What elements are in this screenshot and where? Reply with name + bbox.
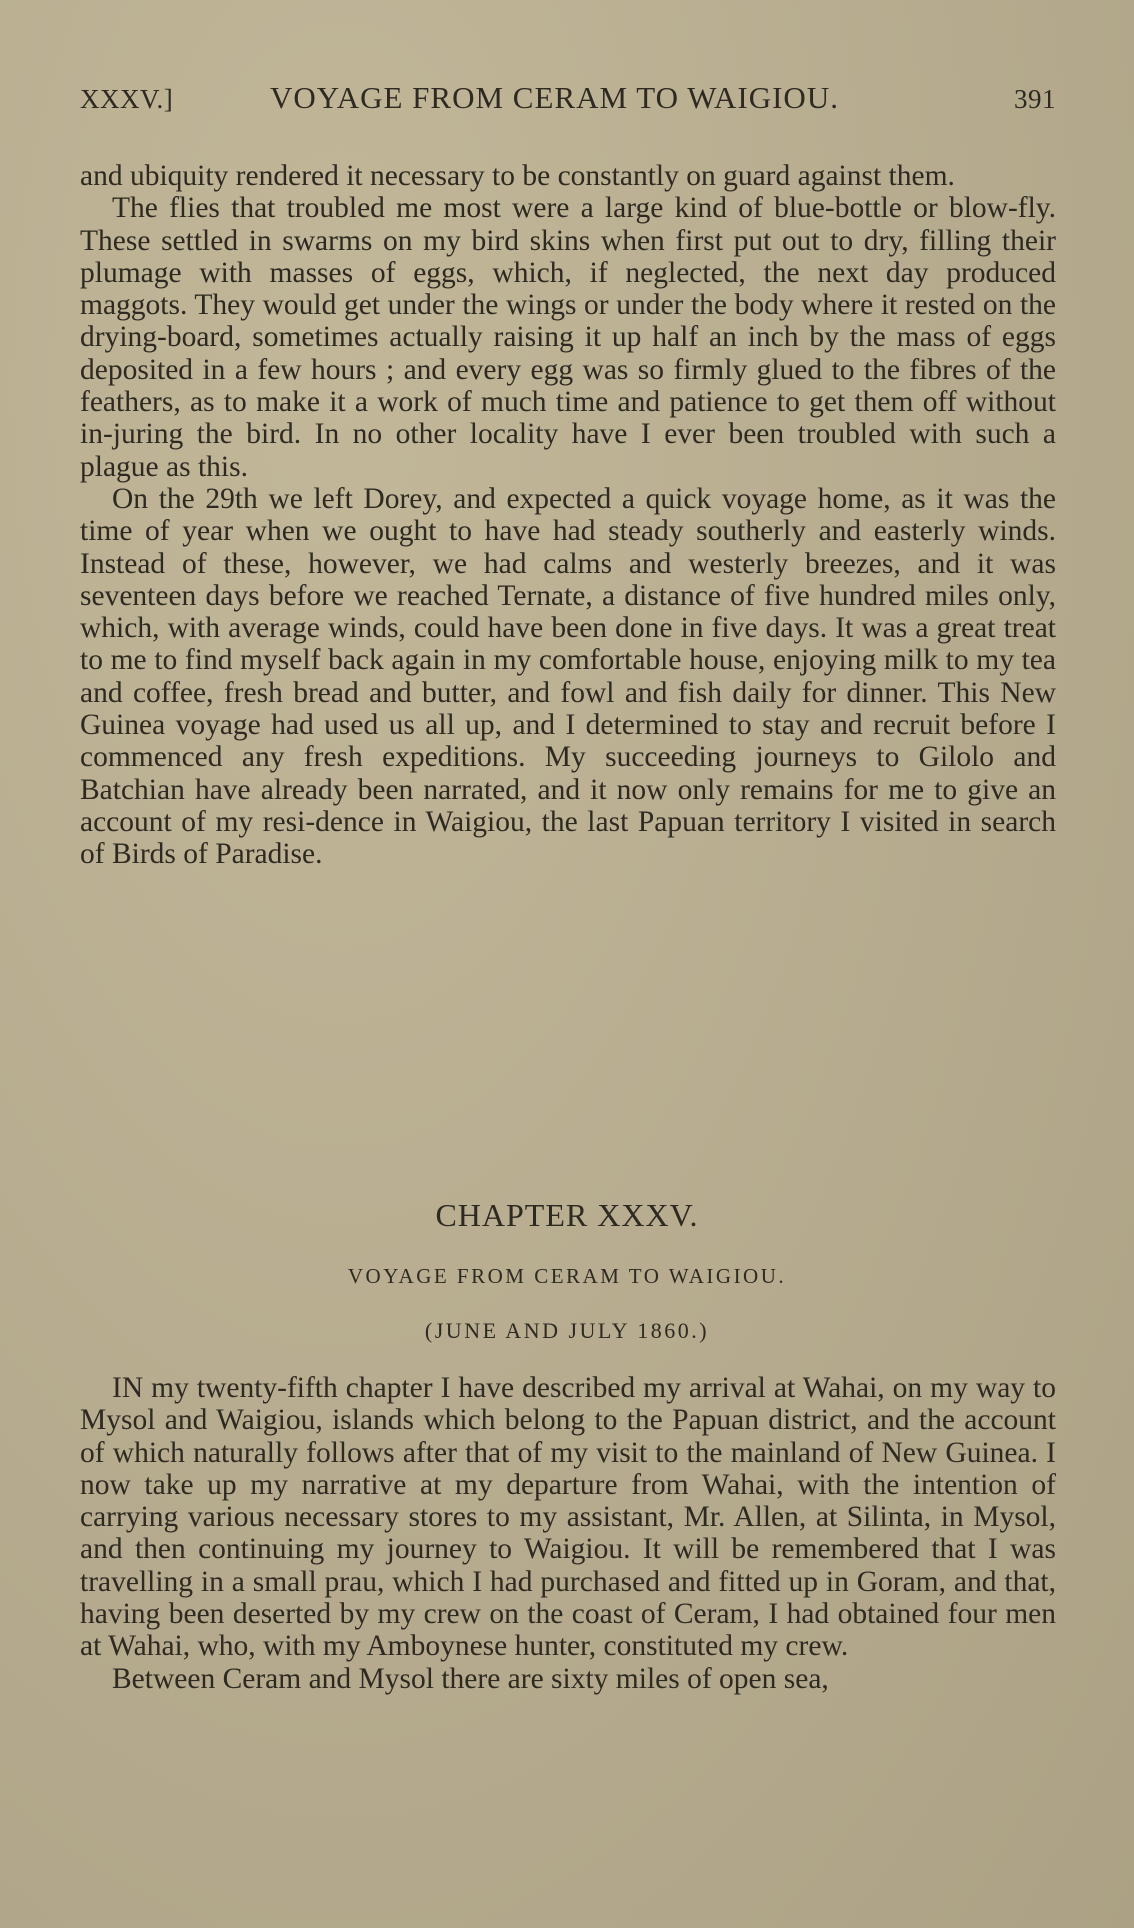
paragraph: Between Ceram and Mysol there are sixty miles of open sea, bbox=[112, 1662, 829, 1695]
paragraph: IN my twenty-fifth chapter I have described my arrival at Wahai, on my way to Mysol and Waigiou, islands which belong to the Papuan district, and the account of which naturally follows after that of my visit to the mainland of New Guinea. I now take up my narrative at my departure from Wahai, with the intention of carrying various necessary stores to my assistant, Mr. Allen, at Silinta, in Mysol, and then continuing my journey to Waigiou. It will be remembered that I was travelling in a small prau, which I had purchased and fitted up in Goram, and that, having been deserted by my crew on the coast of Ceram, I had obtained four men at Wahai, who, with my Amboynese hunter, constituted my crew. bbox=[80, 1372, 1056, 1663]
paragraph: On the 29th we left Dorey, and expected a quick voyage home, as it was the time of year when we ought to have had steady southerly and easterly winds. Instead of these, however, we had calms and westerly breezes, and it was seventeen days before we reached Ternate, a distance of five hundred miles only, which, with average winds, could have been done in five days. It was a great treat to me to find myself back again in my comfortable house, enjoying milk to my tea and coffee, fresh bread and butter, and fowl and fish daily for dinner. This New Guinea voyage had used us all up, and I determined to stay and recruit before I commenced any fresh expeditions. My succeeding journeys to Gilolo and Batchian have already been narrated, and it now only remains for me to give an account of my resi-dence in Waigiou, the last Papuan territory I visited in search of Birds of Paradise. bbox=[80, 482, 1056, 871]
chapter-subtitle: VOYAGE FROM CERAM TO WAIGIOU. bbox=[347, 1264, 787, 1288]
paragraph: The flies that troubled me most were a large kind of blue-bottle or blow-fly. These settled in swarms on my bird skins when first put out to dry, filling their plumage with masses of eggs, which, if neglected, the next day produced maggots. They would get under the wings or under the body where it rested on the drying-board, sometimes actually raising it up half an inch by the mass of eggs deposited in a few hours ; and every egg was so firmly glued to the fibres of the feathers, as to make it a work of much time and patience to get them off without in-juring the bird. In no other locality have I ever been troubled with such a plague as this. bbox=[80, 192, 1056, 483]
text-block-bottom bbox=[80, 1372, 1056, 1695]
paragraph: and ubiquity rendered it necessary to be constantly on guard against them. bbox=[80, 160, 955, 192]
running-head bbox=[80, 80, 1056, 120]
running-head-chapter: XXXV.] bbox=[80, 84, 174, 114]
chapter-heading: CHAPTER XXXV. bbox=[435, 1197, 699, 1233]
page-number: 391 bbox=[1014, 84, 1056, 114]
text-block-top bbox=[80, 160, 1056, 871]
running-head-title: VOYAGE FROM CERAM TO WAIGIOU. bbox=[270, 80, 839, 115]
chapter-date: (JUNE AND JULY 1860.) bbox=[424, 1318, 710, 1343]
